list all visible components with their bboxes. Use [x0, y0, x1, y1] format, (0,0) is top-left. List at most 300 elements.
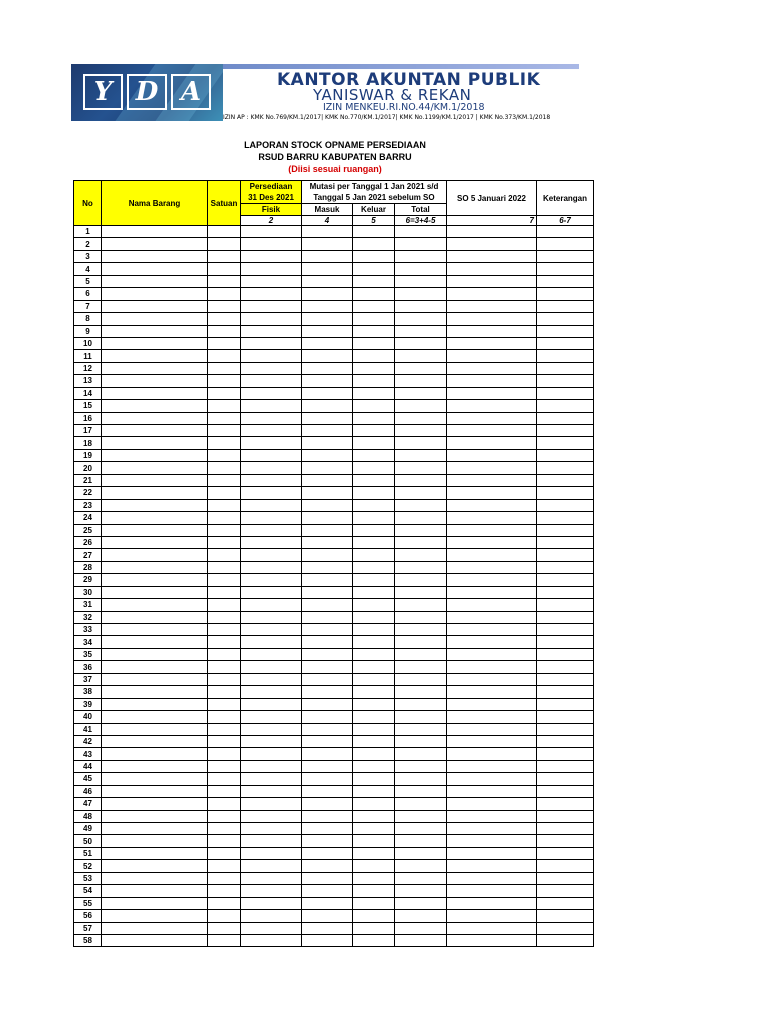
row-total	[395, 512, 447, 524]
row-total	[395, 872, 447, 884]
row-nama-barang	[102, 648, 208, 660]
row-satuan	[208, 785, 241, 797]
row-fisik	[241, 536, 302, 548]
row-nama-barang	[102, 300, 208, 312]
row-so	[447, 798, 537, 810]
row-total	[395, 387, 447, 399]
row-total	[395, 400, 447, 412]
row-fisik	[241, 549, 302, 561]
row-fisik	[241, 586, 302, 598]
row-masuk	[302, 499, 353, 511]
row-so	[447, 611, 537, 623]
row-fisik	[241, 773, 302, 785]
header-no: No	[74, 181, 102, 226]
row-fisik	[241, 462, 302, 474]
row-keterangan	[537, 785, 594, 797]
row-keluar	[353, 599, 395, 611]
table-row	[74, 226, 594, 238]
row-keterangan	[537, 711, 594, 723]
row-so	[447, 934, 537, 946]
row-keluar	[353, 785, 395, 797]
row-fisik	[241, 412, 302, 424]
row-nama-barang	[102, 934, 208, 946]
row-total	[395, 263, 447, 275]
row-so	[447, 885, 537, 897]
row-keluar	[353, 313, 395, 325]
header-persediaan	[241, 181, 302, 204]
report-title: LAPORAN STOCK OPNAME PERSEDIAAN	[244, 140, 426, 150]
row-no: 7	[74, 300, 102, 312]
row-total	[395, 574, 447, 586]
stock-opname-table	[73, 180, 594, 947]
row-keterangan	[537, 586, 594, 598]
row-fisik	[241, 226, 302, 238]
table-row	[74, 773, 594, 785]
row-satuan	[208, 412, 241, 424]
row-keluar	[353, 499, 395, 511]
row-total	[395, 412, 447, 424]
row-keterangan	[537, 487, 594, 499]
table-row	[74, 723, 594, 735]
table-row	[74, 673, 594, 685]
table-row	[74, 586, 594, 598]
row-total	[395, 275, 447, 287]
row-keluar	[353, 425, 395, 437]
row-satuan	[208, 549, 241, 561]
row-masuk	[302, 288, 353, 300]
row-fisik	[241, 337, 302, 349]
row-fisik	[241, 636, 302, 648]
row-keterangan	[537, 934, 594, 946]
row-no: 31	[74, 599, 102, 611]
row-nama-barang	[102, 847, 208, 859]
row-no: 29	[74, 574, 102, 586]
row-keluar	[353, 810, 395, 822]
row-fisik	[241, 449, 302, 461]
row-fisik	[241, 425, 302, 437]
row-nama-barang	[102, 586, 208, 598]
row-nama-barang	[102, 350, 208, 362]
row-satuan	[208, 711, 241, 723]
row-total	[395, 449, 447, 461]
row-satuan	[208, 922, 241, 934]
row-keterangan	[537, 524, 594, 536]
row-satuan	[208, 400, 241, 412]
row-fisik	[241, 885, 302, 897]
table-row	[74, 487, 594, 499]
row-no: 8	[74, 313, 102, 325]
row-nama-barang	[102, 425, 208, 437]
row-so	[447, 636, 537, 648]
row-no: 22	[74, 487, 102, 499]
row-fisik	[241, 847, 302, 859]
row-satuan	[208, 474, 241, 486]
row-satuan	[208, 362, 241, 374]
row-keterangan	[537, 885, 594, 897]
row-nama-barang	[102, 760, 208, 772]
row-fisik	[241, 288, 302, 300]
row-fisik	[241, 835, 302, 847]
row-masuk	[302, 810, 353, 822]
row-no: 54	[74, 885, 102, 897]
row-so	[447, 673, 537, 685]
row-no: 15	[74, 400, 102, 412]
row-keluar	[353, 624, 395, 636]
row-masuk	[302, 350, 353, 362]
row-so	[447, 648, 537, 660]
row-satuan	[208, 934, 241, 946]
row-total	[395, 835, 447, 847]
row-nama-barang	[102, 748, 208, 760]
row-fisik	[241, 512, 302, 524]
row-no: 14	[74, 387, 102, 399]
row-satuan	[208, 723, 241, 735]
index-total: 6=3+4-5	[395, 216, 447, 226]
row-satuan	[208, 536, 241, 548]
row-masuk	[302, 238, 353, 250]
row-nama-barang	[102, 412, 208, 424]
row-keterangan	[537, 574, 594, 586]
table-row	[74, 686, 594, 698]
row-masuk	[302, 586, 353, 598]
row-total	[395, 885, 447, 897]
report-titles	[190, 139, 480, 175]
row-keluar	[353, 512, 395, 524]
row-nama-barang	[102, 835, 208, 847]
row-no: 41	[74, 723, 102, 735]
row-masuk	[302, 872, 353, 884]
row-satuan	[208, 698, 241, 710]
row-masuk	[302, 686, 353, 698]
row-keterangan	[537, 549, 594, 561]
row-keluar	[353, 698, 395, 710]
table-row	[74, 847, 594, 859]
row-no: 38	[74, 686, 102, 698]
row-no: 57	[74, 922, 102, 934]
row-so	[447, 698, 537, 710]
row-keterangan	[537, 300, 594, 312]
row-total	[395, 362, 447, 374]
row-keterangan	[537, 673, 594, 685]
row-nama-barang	[102, 611, 208, 623]
row-satuan	[208, 835, 241, 847]
row-no: 33	[74, 624, 102, 636]
row-total	[395, 499, 447, 511]
row-keluar	[353, 536, 395, 548]
table-row	[74, 636, 594, 648]
row-satuan	[208, 586, 241, 598]
row-satuan	[208, 860, 241, 872]
row-masuk	[302, 773, 353, 785]
row-so	[447, 449, 537, 461]
row-keluar	[353, 686, 395, 698]
table-row	[74, 263, 594, 275]
logo-letter-a: A	[171, 74, 211, 110]
row-nama-barang	[102, 263, 208, 275]
row-keterangan	[537, 275, 594, 287]
row-keluar	[353, 735, 395, 747]
row-keluar	[353, 798, 395, 810]
table-row	[74, 250, 594, 262]
row-keterangan	[537, 686, 594, 698]
row-keterangan	[537, 350, 594, 362]
row-total	[395, 785, 447, 797]
row-satuan	[208, 661, 241, 673]
row-nama-barang	[102, 474, 208, 486]
row-keluar	[353, 847, 395, 859]
row-keluar	[353, 263, 395, 275]
row-so	[447, 462, 537, 474]
row-total	[395, 711, 447, 723]
row-masuk	[302, 922, 353, 934]
row-fisik	[241, 275, 302, 287]
row-satuan	[208, 636, 241, 648]
row-satuan	[208, 313, 241, 325]
row-nama-barang	[102, 711, 208, 723]
row-keterangan	[537, 400, 594, 412]
row-no: 58	[74, 934, 102, 946]
row-keterangan	[537, 387, 594, 399]
row-keluar	[353, 636, 395, 648]
header-persediaan-label: Persediaan	[249, 182, 293, 191]
row-so	[447, 860, 537, 872]
row-masuk	[302, 387, 353, 399]
table-row	[74, 661, 594, 673]
row-keterangan	[537, 823, 594, 835]
row-satuan	[208, 760, 241, 772]
row-fisik	[241, 574, 302, 586]
row-total	[395, 487, 447, 499]
row-so	[447, 723, 537, 735]
row-nama-barang	[102, 313, 208, 325]
row-keterangan	[537, 922, 594, 934]
row-keluar	[353, 275, 395, 287]
row-total	[395, 549, 447, 561]
row-masuk	[302, 263, 353, 275]
row-total	[395, 350, 447, 362]
firm-license: IZIN MENKEU.RI.NO.44/KM.1/2018	[323, 102, 485, 113]
row-masuk	[302, 798, 353, 810]
table-row	[74, 711, 594, 723]
table-row	[74, 885, 594, 897]
row-nama-barang	[102, 462, 208, 474]
row-no: 48	[74, 810, 102, 822]
header-mutasi	[302, 181, 447, 204]
row-satuan	[208, 673, 241, 685]
row-total	[395, 288, 447, 300]
row-so	[447, 760, 537, 772]
row-keterangan	[537, 337, 594, 349]
row-no: 5	[74, 275, 102, 287]
row-total	[395, 735, 447, 747]
row-nama-barang	[102, 549, 208, 561]
row-total	[395, 748, 447, 760]
row-keluar	[353, 661, 395, 673]
row-no: 40	[74, 711, 102, 723]
row-keterangan	[537, 798, 594, 810]
row-keterangan	[537, 238, 594, 250]
row-so	[447, 375, 537, 387]
row-no: 27	[74, 549, 102, 561]
row-no: 16	[74, 412, 102, 424]
row-keluar	[353, 524, 395, 536]
row-no: 34	[74, 636, 102, 648]
row-satuan	[208, 226, 241, 238]
row-keterangan	[537, 226, 594, 238]
row-nama-barang	[102, 860, 208, 872]
row-total	[395, 325, 447, 337]
row-satuan	[208, 686, 241, 698]
row-satuan	[208, 847, 241, 859]
row-nama-barang	[102, 922, 208, 934]
row-keluar	[353, 226, 395, 238]
row-satuan	[208, 748, 241, 760]
row-nama-barang	[102, 499, 208, 511]
row-satuan	[208, 449, 241, 461]
row-keluar	[353, 561, 395, 573]
table-row	[74, 624, 594, 636]
row-no: 9	[74, 325, 102, 337]
row-satuan	[208, 288, 241, 300]
table-row	[74, 536, 594, 548]
table-row	[74, 549, 594, 561]
row-keluar	[353, 437, 395, 449]
row-fisik	[241, 748, 302, 760]
table-row	[74, 648, 594, 660]
row-keterangan	[537, 636, 594, 648]
row-satuan	[208, 275, 241, 287]
row-no: 25	[74, 524, 102, 536]
row-keluar	[353, 250, 395, 262]
row-nama-barang	[102, 661, 208, 673]
row-keterangan	[537, 847, 594, 859]
row-keterangan	[537, 698, 594, 710]
row-keterangan	[537, 897, 594, 909]
row-so	[447, 412, 537, 424]
row-fisik	[241, 723, 302, 735]
row-masuk	[302, 400, 353, 412]
row-satuan	[208, 810, 241, 822]
row-so	[447, 238, 537, 250]
row-nama-barang	[102, 698, 208, 710]
row-masuk	[302, 325, 353, 337]
row-no: 35	[74, 648, 102, 660]
row-satuan	[208, 910, 241, 922]
row-masuk	[302, 512, 353, 524]
row-total	[395, 462, 447, 474]
row-no: 55	[74, 897, 102, 909]
table-row	[74, 462, 594, 474]
table-row	[74, 860, 594, 872]
table-row	[74, 748, 594, 760]
row-satuan	[208, 250, 241, 262]
row-masuk	[302, 300, 353, 312]
row-keluar	[353, 897, 395, 909]
row-keluar	[353, 586, 395, 598]
row-keterangan	[537, 536, 594, 548]
row-keluar	[353, 711, 395, 723]
row-keluar	[353, 387, 395, 399]
row-satuan	[208, 885, 241, 897]
row-masuk	[302, 847, 353, 859]
row-so	[447, 785, 537, 797]
row-fisik	[241, 810, 302, 822]
row-so	[447, 387, 537, 399]
table-row	[74, 437, 594, 449]
row-no: 37	[74, 673, 102, 685]
row-keluar	[353, 337, 395, 349]
row-masuk	[302, 337, 353, 349]
row-masuk	[302, 661, 353, 673]
row-total	[395, 760, 447, 772]
row-keluar	[353, 723, 395, 735]
row-keluar	[353, 400, 395, 412]
row-masuk	[302, 524, 353, 536]
row-total	[395, 661, 447, 673]
row-keterangan	[537, 425, 594, 437]
logo-letter-d: D	[127, 74, 167, 110]
row-so	[447, 574, 537, 586]
row-masuk	[302, 624, 353, 636]
row-satuan	[208, 735, 241, 747]
letterhead	[71, 64, 579, 122]
row-nama-barang	[102, 226, 208, 238]
row-so	[447, 350, 537, 362]
row-keterangan	[537, 810, 594, 822]
table-row	[74, 599, 594, 611]
row-so	[447, 773, 537, 785]
row-keluar	[353, 549, 395, 561]
row-keluar	[353, 474, 395, 486]
table-row	[74, 337, 594, 349]
row-no: 45	[74, 773, 102, 785]
row-so	[447, 400, 537, 412]
row-nama-barang	[102, 337, 208, 349]
header-nama-barang: Nama Barang	[102, 181, 208, 226]
row-keluar	[353, 860, 395, 872]
row-satuan	[208, 325, 241, 337]
row-total	[395, 897, 447, 909]
row-so	[447, 275, 537, 287]
row-keluar	[353, 574, 395, 586]
row-so	[447, 512, 537, 524]
table-row	[74, 823, 594, 835]
row-total	[395, 922, 447, 934]
table-row	[74, 922, 594, 934]
row-masuk	[302, 574, 353, 586]
row-fisik	[241, 785, 302, 797]
row-keluar	[353, 748, 395, 760]
row-so	[447, 263, 537, 275]
row-nama-barang	[102, 599, 208, 611]
row-total	[395, 698, 447, 710]
row-fisik	[241, 387, 302, 399]
row-so	[447, 499, 537, 511]
index-fisik: 2	[241, 216, 302, 226]
table-row	[74, 313, 594, 325]
row-total	[395, 250, 447, 262]
row-so	[447, 847, 537, 859]
row-satuan	[208, 624, 241, 636]
row-keluar	[353, 673, 395, 685]
row-nama-barang	[102, 723, 208, 735]
row-masuk	[302, 599, 353, 611]
row-masuk	[302, 474, 353, 486]
row-so	[447, 835, 537, 847]
row-masuk	[302, 760, 353, 772]
row-keterangan	[537, 250, 594, 262]
row-so	[447, 524, 537, 536]
